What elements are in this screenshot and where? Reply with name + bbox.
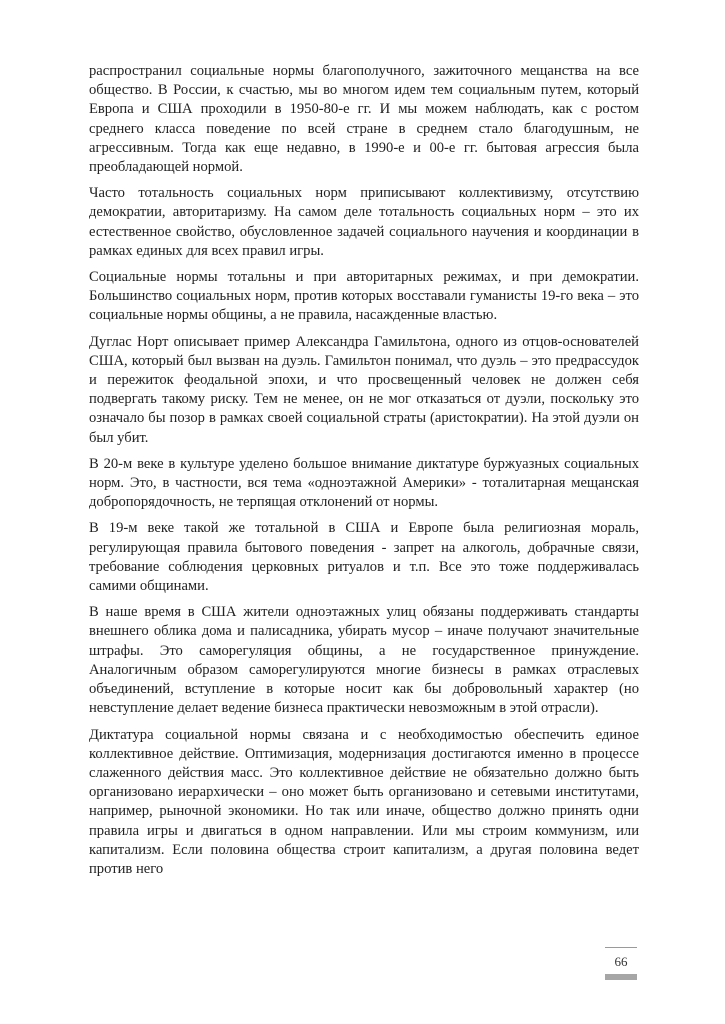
page-body: [89, 62, 639, 886]
paragraph-8: Диктатура социальной нормы связана и с необходимостью обеспечить единое коллективное действие. Оптимизация, модернизация достигаются именно в процессе слаженного действия масс. Это коллективное действие не обязательно должно быть организовано иерархически – оно может быть организовано и сетевыми институтами, например, рыночной экономики. Но так или иначе, общество должно принять одни правила игры и двигаться в одном направлении. Или мы строим коммунизм, или капитализм. Если половина общества строит капитализм, а другая половина ведет против него: [89, 726, 639, 877]
footer-divider: [605, 947, 637, 948]
paragraph-4: Дуглас Норт описывает пример Александра Гамильтона, одного из отцов-основателей США, который был вызван на дуэль. Гамильтон понимал, что дуэль – это предрассудок и пережиток феодальной эпохи, и что просвещенный человек не должен себя подвергать такому риску. Тем не менее, он не мог отказаться от дуэли, поскольку это означало бы позор в рамках своей социальной страты (аристократии). На этой дуэли он был убит.: [89, 333, 639, 446]
paragraph-6: В 19-м веке такой же тотальной в США и Европе была религиозная мораль, регулирующая правила бытового поведения - запрет на алкоголь, добрачные связи, требование соблюдения церковных ритуалов и т.п. Все это тоже поддерживалась самими общинами.: [89, 520, 639, 595]
footer-bar: [605, 974, 637, 980]
paragraph-5: В 20-м веке в культуре уделено большое внимание диктатуре буржуазных социальных норм. Это, в частности, вся тема «одноэтажной Америки» - тоталитарная мещанская добропорядочность, не терпящая отклонений от нормы.: [89, 455, 639, 511]
page-number: 66: [614, 954, 628, 969]
paragraph-7: В наше время в США жители одноэтажных улиц обязаны поддерживать стандарты внешнего облика дома и палисадника, убирать мусор – иначе получают значительные штрафы. Это саморегуляция общины, а не государственное принуждение. Аналогичным образом саморегулируются многие бизнесы в рамках отраслевых объединений, вступление в которые носит как бы добровольный характер (но невступление делает ведение бизнеса практически невозможным в этой отрасли).: [89, 604, 639, 717]
paragraph-2: Часто тотальность социальных норм приписывают коллективизму, отсутствию демократии, авторитаризму. На самом деле тотальность социальных норм – это их естественное свойство, обусловленное задачей социального научения и координации в рамках единых для всех правил игры.: [89, 185, 639, 259]
paragraph-3: Социальные нормы тотальны и при авторитарных режимах, и при демократии. Большинство социальных норм, против которых восставали гуманисты 19-го века – это социальные нормы общины, а не правила, насажденные властью.: [89, 269, 639, 324]
paragraph-1: распространил социальные нормы благополучного, зажиточного мещанства на все общество. В России, к счастью, мы во многом идем тем социальным путем, который Европа и США проходили в 1950-80-е гг. И мы можем наблюдать, как с ростом среднего класса поведение по всей стране в среднем стало благодушным, не агрессивным. Тогда как еще недавно, в 1990-е и 00-е гг. бытовая агрессия была преобладающей нормой.: [89, 63, 639, 176]
